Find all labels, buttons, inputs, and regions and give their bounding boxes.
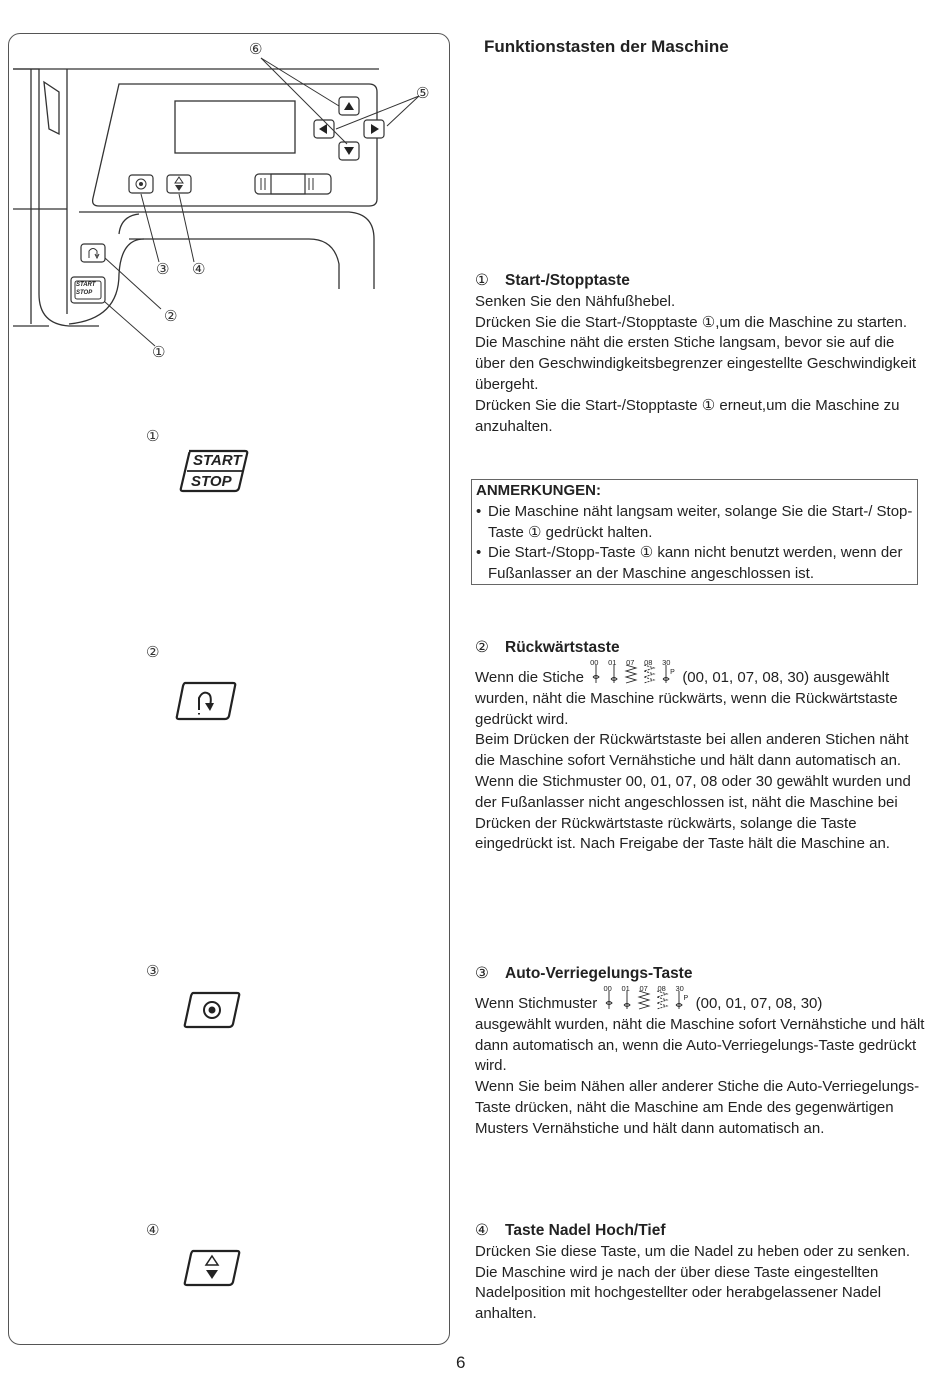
key-label-2: ② — [146, 643, 160, 661]
start-stop-mini-label: START STOP — [76, 282, 96, 296]
paragraph: Die Maschine wird je nach der über diese Taste eingestellten Nadelposition mit hochgestellter oder herabgelassener Nadel anhalten. — [475, 1263, 882, 1323]
paragraph: Wenn die Stichmuster 00, 01, 07, 08 oder 30 gewählt wurden und der Fußanlasser nicht angeschlossen ist, näht die Maschine bei Drücken der Rückwärtstaste rückwärts, solange die Taste eingedrückt ist. Nach Freigabe der Taste hält die Maschine an. — [475, 772, 911, 853]
paragraph: ausgewählt wurden, näht die Maschine sofort Vernähstiche und hält dann automatisch an, wenn die Auto-Verriegelungs-Taste gedrückt wird. — [475, 1015, 925, 1075]
paragraph: wurden, näht die Maschine rückwärts, wenn die Rückwärtstaste gedrückt wird. — [475, 689, 898, 728]
section-heading: ② Rückwärtstaste — [475, 638, 620, 656]
paragraph: Drücken Sie diese Taste, um die Nadel zu heben oder zu senken. — [475, 1242, 910, 1260]
section-heading: ③ Auto-Verriegelungs-Taste — [475, 964, 693, 982]
callout-1: ① — [152, 343, 166, 361]
paragraph: Drücken Sie die Start-/Stopptaste ① erneut,um die Maschine zu anzuhalten. — [475, 396, 900, 435]
page-number: 6 — [456, 1353, 466, 1372]
callout-5: ⑤ — [416, 84, 430, 102]
page-title: Funktionstasten der Maschine — [484, 37, 729, 56]
paragraph: Beim Drücken der Rückwärtstaste bei allen anderen Stichen näht die Maschine sofort Vernähstiche und hält dann automatisch an. — [475, 731, 909, 770]
section-auto-lock: ③ Auto-Verriegelungs-Taste Wenn Stichmuster 00 01 07 08 30 P (00, 01, 07, 08, 30) ausgewählt wurden, näht die Maschine sofort Vernähstiche und hält dann automatisch an, wenn die Auto-Verriegelungs-Taste gedrückt wird. Wenn Sie beim Nähen aller anderer Stiche die Auto-Verriegelungs-Taste drücken, näht die Maschine am Ende des gegenwärtigen Musters Vernähstiche und hält dann automatisch an. — [475, 963, 925, 1140]
paragraph: Wenn Sie beim Nähen aller anderer Stiche die Auto-Verriegelungs-Taste drücken, näht die Maschine am Ende des gegenwärtigen Musters Vernähstiche und hält dann automatisch an. — [475, 1078, 920, 1137]
key-label-1: ① — [146, 427, 160, 445]
section-heading: ① Start-/Stopptaste — [475, 271, 630, 289]
section-reverse: ② Rückwärtstaste Wenn die Stiche 00 01 07 08 30 P (00, 01, 07, 08, 30) ausgewählt wurden, näht die Maschine rückwärts, wenn die Rückwärtstaste gedrückt wird. Beim Drücken der Rückwärtstaste bei allen anderen Stichen näht die Maschine sofort Vernähstiche und hält dann automatisch an. Wenn die Stichmuster 00, 01, 07, 08 oder 30 gewählt wurden und der Fußanlasser nicht angeschlossen ist, näht die Maschine bei Drücken der Rückwärtstaste rückwärts, solange die Taste eingedrückt ist. Nach Freigabe der Taste hält die Maschine an. — [475, 637, 925, 855]
stitch-symbols: 00 01 07 08 30 P — [590, 653, 676, 689]
stitch-symbols: 00 01 07 08 30 P — [603, 979, 689, 1015]
callout-3: ③ — [156, 260, 170, 278]
callout-2: ② — [164, 307, 178, 325]
start-stop-key-icon: START STOP — [179, 448, 249, 494]
key-label-3: ③ — [146, 962, 160, 980]
needle-up-down-key-icon — [183, 1248, 243, 1288]
callout-4: ④ — [192, 260, 206, 278]
section-start-stop — [475, 270, 925, 437]
note-item: • Die Start-/Stopp-Taste ① kann nicht benutzt werden, wenn der Fußanlasser an der Maschine angeschlossen ist. — [476, 543, 913, 585]
notes-heading: ANMERKUNGEN: — [476, 482, 601, 499]
reverse-key-icon — [175, 680, 239, 722]
paragraph: Die Maschine näht die ersten Stiche langsam, bevor sie auf die über den Geschwindigkeitsbegrenzer eingestellte Geschwindigkeit übergeht. — [475, 334, 917, 393]
paragraph: Drücken Sie die Start-/Stopptaste ①,um die Maschine zu starten. — [475, 313, 907, 331]
section-needle-up-down — [475, 1220, 925, 1325]
callout-6: ⑥ — [249, 40, 263, 58]
illustration-panel — [8, 33, 450, 1345]
machine-control-panel-drawing — [9, 34, 450, 364]
section-heading: ④ Taste Nadel Hoch/Tief — [475, 1221, 666, 1239]
key-label-4: ④ — [146, 1221, 160, 1239]
auto-lock-key-icon — [183, 990, 243, 1030]
notes-box — [471, 479, 918, 585]
paragraph: Senken Sie den Nähfußhebel. — [475, 292, 676, 310]
note-item: • Die Maschine näht langsam weiter, solange Sie die Start-/ Stop-Taste ① gedrückt halten. — [476, 502, 913, 544]
